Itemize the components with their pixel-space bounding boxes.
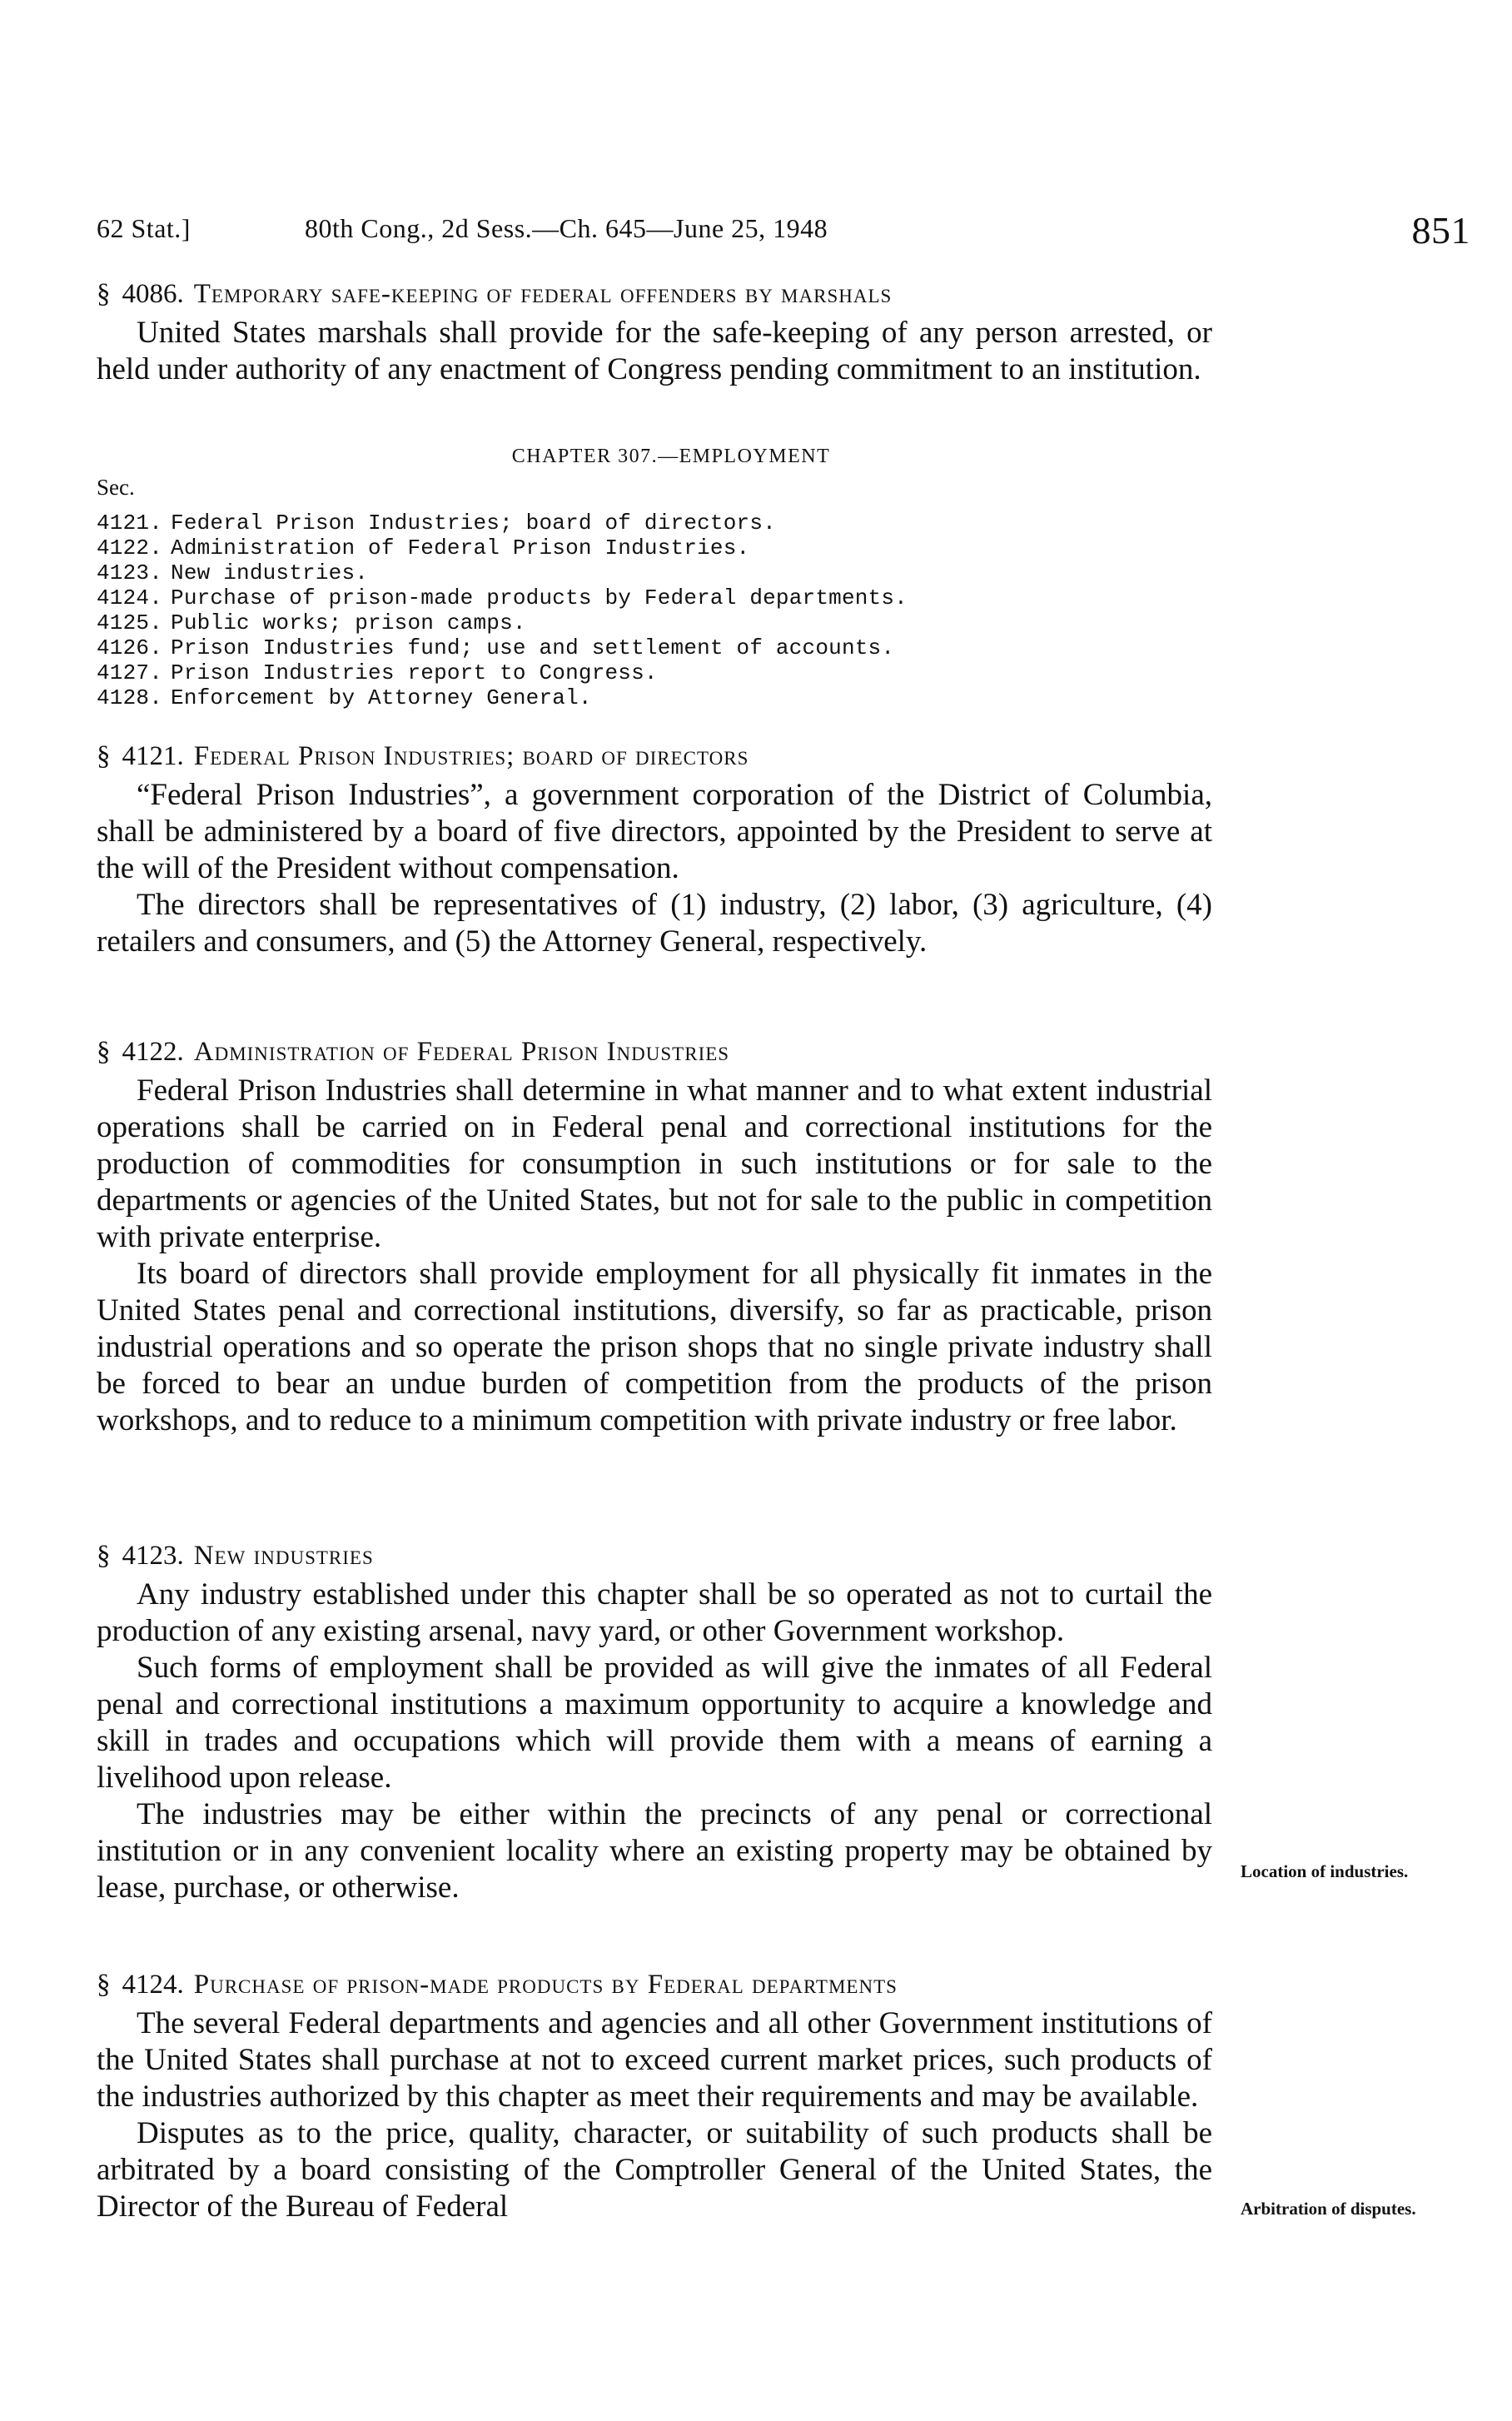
section-number: 4121. (122, 741, 184, 771)
section-symbol: § (97, 279, 111, 309)
section-paragraph: United States marshals shall provide for the safe-keeping of any person arrested, or held under authority of any enactment of Congress pending commitment to an institution. (97, 316, 1212, 386)
section-heading (97, 1037, 1212, 1068)
section-symbol: § (97, 1541, 111, 1571)
section-number: 4123. (122, 1541, 184, 1571)
toc-item: 4124. Purchase of prison-made products by Federal departments. (97, 585, 908, 610)
toc-item: 4121. Federal Prison Industries; board of directors. (97, 511, 776, 536)
chapter-contents (97, 446, 1212, 710)
section-paragraph: The directors shall be representatives of (1) industry, (2) labor, (3) agriculture, (4) retailers and consumers, and (5) the Attorney General, respectively. (97, 888, 1212, 959)
section-title: Temporary safe-keeping of federal offenders by marshals (193, 279, 893, 309)
section-symbol: § (97, 1037, 111, 1067)
section-number: 4124. (122, 1970, 184, 2000)
running-head (97, 208, 1470, 258)
section-4121 (97, 741, 1212, 960)
section-paragraph: Any industry established under this chapter shall be so operated as not to curtail the production of any existing arsenal, navy yard, or other Government workshop. (97, 1577, 1212, 1648)
section-heading (97, 279, 1212, 310)
margin-note-location: Location of industries. (1241, 1861, 1409, 1881)
section-title: Purchase of prison-made products by Federal departments (193, 1970, 898, 2000)
session-line: 80th Cong., 2d Sess.—Ch. 645—June 25, 1948 (305, 213, 828, 243)
section-symbol: § (97, 1970, 111, 2000)
margin-note-arbitration: Arbitration of disputes. (1241, 2199, 1416, 2219)
section-title: Federal Prison Industries; board of directors (193, 741, 749, 771)
page-number: 851 (1411, 209, 1470, 252)
section-heading (97, 741, 1212, 772)
toc-item: 4126. Prison Industries fund; use and settlement of accounts. (97, 635, 895, 660)
section-title: New industries (193, 1541, 374, 1571)
section-paragraph: “Federal Prison Industries”, a government corporation of the District of Columbia, shall be administered by a board of five directors, appointed by the President to serve at the will of the President without compensation. (97, 778, 1212, 885)
toc-item: 4128. Enforcement by Attorney General. (97, 685, 592, 710)
section-paragraph: The industries may be either within the precincts of any penal or correctional institution or in any convenient locality where an existing property may be obtained by lease, purchase, or otherwise. (97, 1797, 1212, 1905)
section-paragraph: Federal Prison Industries shall determine in what manner and to what extent industrial operations shall be carried on in Federal penal and correctional institutions for the production of commodities for consumption in such institutions or for sale to the departments or agencies of the United States, but not for sale to the public in competition with private enterprise. (97, 1074, 1212, 1254)
section-list (97, 511, 1212, 710)
section-4123 (97, 1541, 1212, 1906)
section-number: 4122. (122, 1037, 184, 1067)
section-paragraph: Such forms of employment shall be provided as will give the inmates of all Federal penal and correctional institutions a maximum opportunity to acquire a knowledge and skill in trades and occupations which will provide them with a means of earning a livelihood upon release. (97, 1651, 1212, 1795)
section-heading (97, 1970, 1212, 2000)
toc-item: 4123. New industries. (97, 560, 369, 585)
toc-item: 4127. Prison Industries report to Congress. (97, 660, 658, 685)
chapter-title: CHAPTER 307.—EMPLOYMENT (511, 446, 831, 467)
section-heading (97, 1541, 1212, 1572)
section-number: 4086. (122, 279, 184, 309)
section-4122 (97, 1037, 1212, 1439)
toc-item: 4122. Administration of Federal Prison Industries. (97, 536, 750, 560)
section-4086 (97, 279, 1212, 388)
statute-reference: 62 Stat.] (97, 213, 191, 243)
section-4124 (97, 1970, 1212, 2225)
section-symbol: § (97, 741, 111, 771)
section-paragraph: Disputes as to the price, quality, character, or suitability of such products shall be arbitrated by a board consisting of the Comptroller General of the United States, the Director of the Bureau of Federal (97, 2116, 1212, 2224)
section-paragraph: The several Federal departments and agencies and all other Government institutions of the United States shall purchase at not to exceed current market prices, such products of the industries authorized by this chapter as meet their requirements and may be available. (97, 2006, 1212, 2114)
sec-label: Sec. (97, 475, 135, 500)
section-title: Administration of Federal Prison Industries (193, 1037, 730, 1067)
section-paragraph: Its board of directors shall provide employment for all physically fit inmates in the United States penal and correctional institutions, diversify, so far as practicable, prison industrial operations and so operate the prison shops that no single private industry shall be forced to bear an undue burden of competition from the products of the prison workshops, and to reduce to a minimum competition with private industry or free labor. (97, 1257, 1212, 1437)
toc-item: 4125. Public works; prison camps. (97, 610, 526, 635)
